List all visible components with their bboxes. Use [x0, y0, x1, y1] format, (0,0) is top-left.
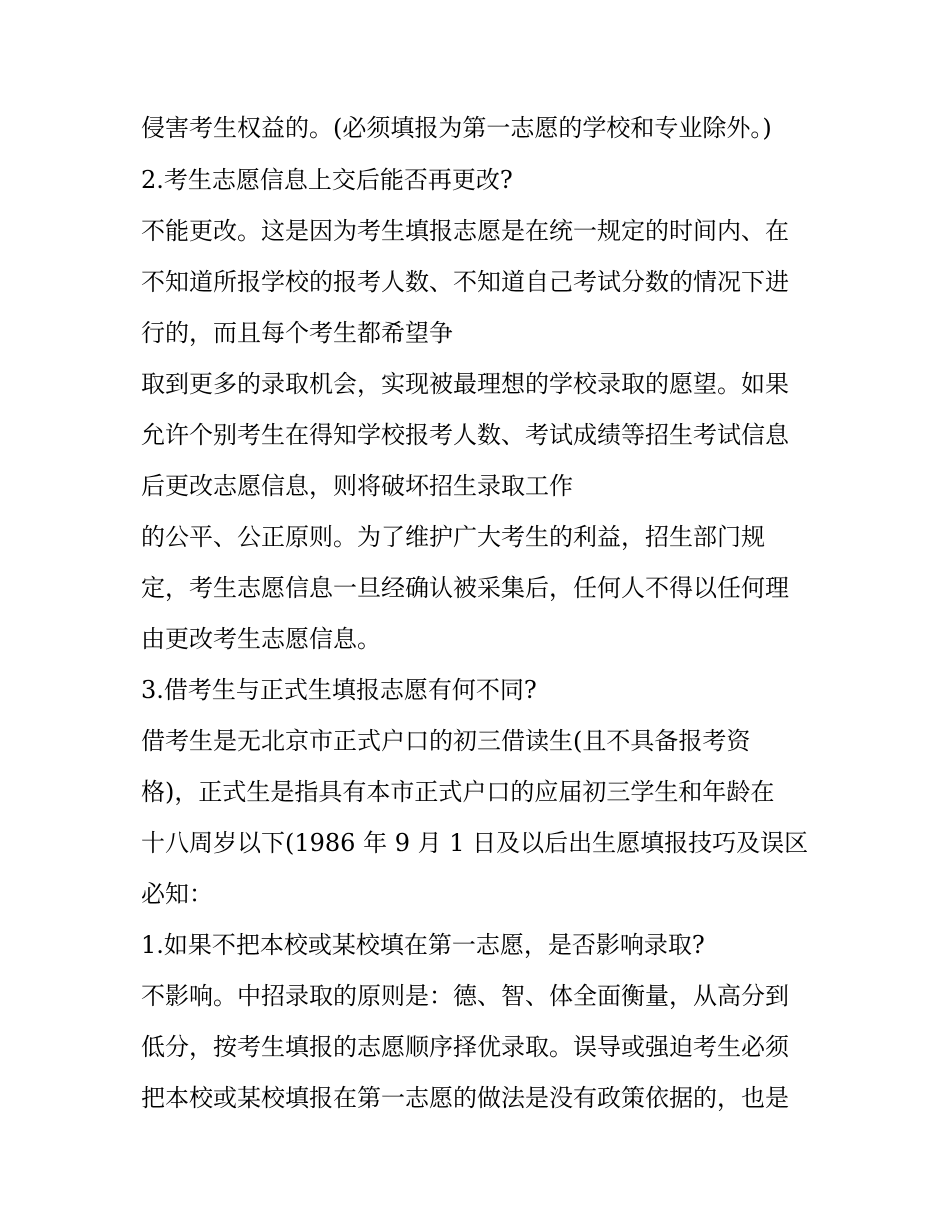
text-line: 的公平、公正原则。为了维护广大考生的利益，招生部门规	[141, 523, 765, 551]
text-line: 不知道所报学校的报考人数、不知道自己考试分数的情况下进	[141, 268, 789, 296]
text-line: 允许个别考生在得知学校报考人数、考试成绩等招生考试信息	[141, 421, 789, 449]
text-line: 由更改考生志愿信息。	[141, 625, 381, 653]
question-heading: 1.如果不把本校或某校填在第一志愿，是否影响录取?	[141, 931, 705, 959]
text-line: 侵害考生权益的。(必须填报为第一志愿的学校和专业除外。)	[141, 114, 772, 142]
text-line: 后更改志愿信息，则将破坏招生录取工作	[141, 472, 573, 500]
text-line: 格)，正式生是指具有本市正式户口的应届初三学生和年龄在	[141, 778, 775, 806]
text-line: 定，考生志愿信息一旦经确认被采集后，任何人不得以任何理	[141, 574, 789, 602]
text-line: 十八周岁以下(1986 年 9 月 1 日及以后出生愿填报技巧及误区	[141, 829, 809, 857]
text-line: 取到更多的录取机会，实现被最理想的学校录取的愿望。如果	[141, 370, 789, 398]
text-line: 不能更改。这是因为考生填报志愿是在统一规定的时间内、在	[141, 217, 789, 245]
text-line: 把本校或某校填报在第一志愿的做法是没有政策依据的，也是	[141, 1084, 789, 1112]
text-line: 借考生是无北京市正式户口的初三借读生(且不具备报考资	[141, 727, 751, 755]
text-line: 必知：	[141, 880, 213, 908]
question-heading: 2.考生志愿信息上交后能否再更改?	[141, 166, 513, 194]
text-line: 低分，按考生填报的志愿顺序择优录取。误导或强迫考生必须	[141, 1033, 789, 1061]
question-heading: 3.借考生与正式生填报志愿有何不同?	[141, 676, 537, 704]
text-line: 不影响。中招录取的原则是：德、智、体全面衡量，从高分到	[141, 982, 789, 1010]
text-line: 行的，而且每个考生都希望争	[141, 319, 453, 347]
